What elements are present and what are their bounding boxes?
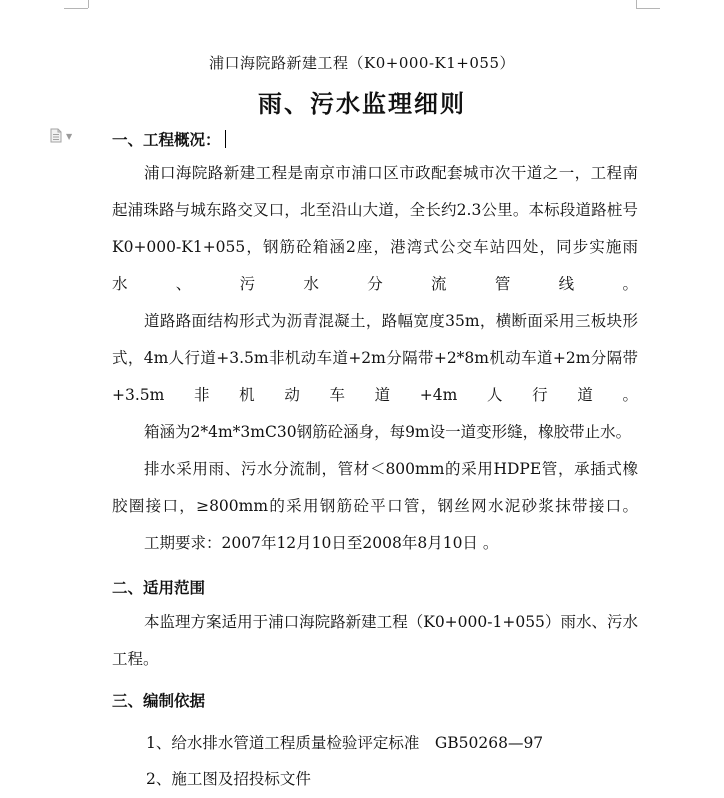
section-heading-overview-text: 一、工程概况： bbox=[112, 130, 221, 149]
crop-mark-top-left-horizontal bbox=[64, 8, 88, 9]
paragraph-scope-1: 本监理方案适用于浦口海院路新建工程（K0+000-1+055）雨水、污水工程。 bbox=[112, 613, 638, 668]
section-heading-basis: 三、编制依据 bbox=[112, 691, 206, 710]
section-heading-scope: 二、适用范围 bbox=[112, 578, 206, 597]
paragraph-overview-2: 道路路面结构形式为沥青混凝土，路幅宽度35m，横断面采用三板块形式，4m人行道+3.5m非机动车道+2m分隔带+2*8m机动车道+2m分隔带+3.5m非机动车道+4m人行道。 bbox=[112, 312, 638, 404]
text-cursor bbox=[225, 130, 226, 148]
paragraph-overview-1: 浦口海院路新建工程是南京市浦口区市政配套城市次干道之一，工程南起浦珠路与城东路交叉口，北至沿山大道，全长约2.3公里。本标段道路桩号K0+000-K1+055，钢筋砼箱涵2座，港湾式公交车站四处，同步实施雨水、污水分流管线。 bbox=[112, 164, 638, 293]
section-heading-overview bbox=[112, 128, 226, 150]
crop-mark-top-right-horizontal bbox=[636, 8, 660, 9]
crop-mark-top-left bbox=[88, 0, 89, 8]
document-subtitle: 浦口海院路新建工程（K0+000-K1+055） bbox=[209, 54, 515, 72]
list-item-basis-2: 2、施工图及招投标文件 bbox=[146, 770, 311, 788]
document-icon[interactable] bbox=[50, 128, 62, 143]
list-item-basis-1: 1、给水排水管道工程质量检验评定标准 GB50268—97 bbox=[146, 734, 544, 752]
dropdown-caret-icon[interactable]: ▼ bbox=[66, 132, 73, 141]
crop-mark-top-right bbox=[636, 0, 637, 8]
paragraph-overview-4: 排水采用雨、污水分流制，管材＜800mm的采用HDPE管，承插式橡胶圈接口，≥800mm的采用钢筋砼平口管，钢丝网水泥砂浆抹带接口。 bbox=[112, 460, 638, 515]
paragraph-overview-3: 箱涵为2*4m*3mC30钢筋砼涵身，每9m设一道变形缝，橡胶带止水。 bbox=[144, 423, 632, 441]
document-title: 雨、污水监理细则 bbox=[258, 89, 466, 118]
paragraph-overview-5: 工期要求：2007年12月10日至2008年8月10日 。 bbox=[144, 534, 499, 552]
